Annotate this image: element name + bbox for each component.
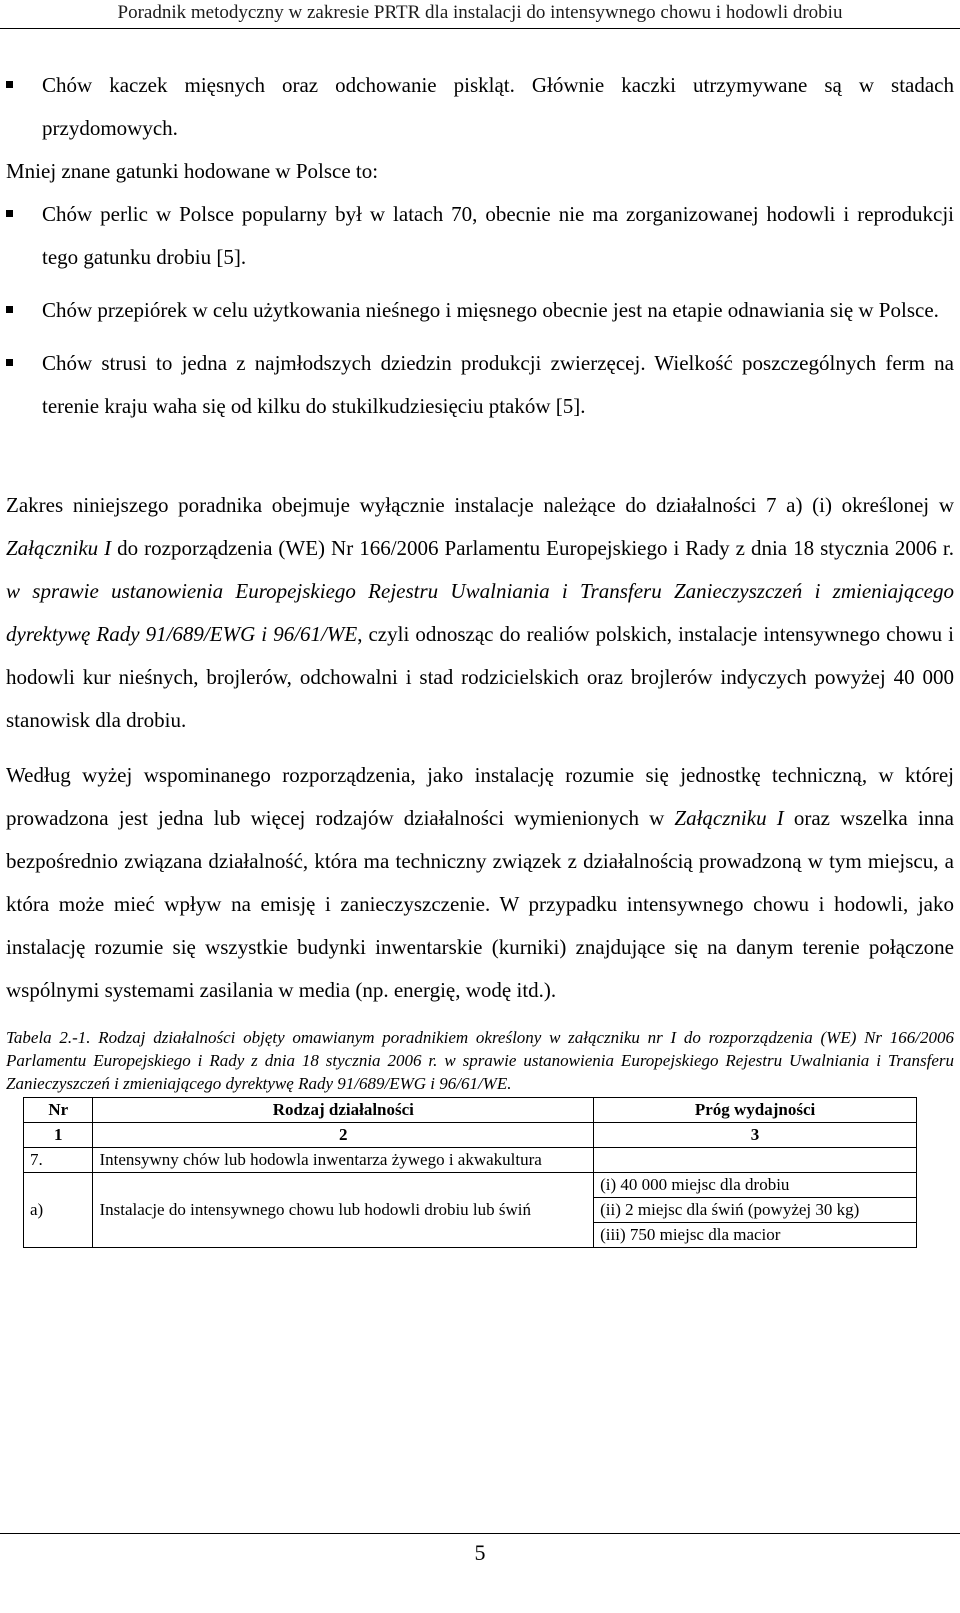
bullet-item: Chów kaczek mięsnych oraz odchowanie piskląt. Głównie kaczki utrzymywane są w stadach przydomowych. [6, 64, 954, 150]
table-cell: 2 [93, 1123, 594, 1148]
table-cell: a) [24, 1173, 93, 1248]
table-header-cell: Rodzaj działalności [93, 1098, 594, 1123]
table-cell: Instalacje do intensywnego chowu lub hodowli drobiu lub świń [93, 1173, 594, 1248]
table-cell: (i) 40 000 miejsc dla drobiu [594, 1173, 917, 1198]
square-bullet-icon [6, 81, 13, 88]
square-bullet-icon [6, 359, 13, 366]
table-caption: Tabela 2.-1. Rodzaj działalności objęty omawianym poradnikiem określony w załączniku nr I do rozporządzenia (WE) Nr 166/2006 Parlamentu Europejskiego i Rady z dnia 18 stycznia 2006 r. w sprawie ustanowienia Europejskiego Rejestru Uwalniania i Transferu Zanieczyszczeń i zmieniającego dyrektywę Rady 91/689/EWG i 96/61/WE. [6, 1028, 954, 1093]
activity-table [23, 1097, 917, 1248]
table-row [24, 1148, 917, 1173]
table-header-cell: Nr [24, 1098, 93, 1123]
table-row [24, 1123, 917, 1148]
bullet-item: Chów przepiórek w celu użytkowania nieśnego i mięsnego obecnie jest na etapie odnawiania się w Polsce. [6, 289, 954, 332]
table-cell: Intensywny chów lub hodowla inwentarza żywego i akwakultura [93, 1148, 594, 1173]
table-cell: 3 [594, 1123, 917, 1148]
table-cell: 7. [24, 1148, 93, 1173]
table-cell: 1 [24, 1123, 93, 1148]
table-header-row [24, 1098, 917, 1123]
square-bullet-icon [6, 210, 13, 217]
table-header-cell: Próg wydajności [594, 1098, 917, 1123]
definition-paragraph: Według wyżej wspominanego rozporządzenia, jako instalację rozumie się jednostkę techniczną, w której prowadzona jest jedna lub więcej rodzajów działalności wymienionych w Załączniku I oraz wszelka inna bezpośrednio związana działalność, która ma techniczny związek z działalnością prowadzoną w tym miejscu, a która może mieć wpływ na emisję i zanieczyszczenie. W przypadku intensywnego chowu i hodowli, jako instalację rozumie się wszystkie budynki inwentarskie (kurniki) znajdujące się na danym terenie połączone wspólnymi systemami zasilania w media (np. energię, wodę itd.). [6, 763, 954, 1002]
intro-line: Mniej znane gatunki hodowane w Polsce to: [6, 159, 379, 183]
page-number: 5 [474, 1540, 486, 1565]
page-header: Poradnik metodyczny w zakresie PRTR dla instalacji do intensywnego chowu i hodowli drobiu [117, 2, 843, 23]
bullet-item: Chów strusi to jedna z najmłodszych dziedzin produkcji zwierzęcej. Wielkość poszczególnych ferm na terenie kraju waha się od kilku do stukilkudziesięciu ptaków [5]. [6, 342, 954, 428]
footer-divider [0, 1533, 960, 1534]
page-content [6, 64, 954, 1248]
table-cell [594, 1148, 917, 1173]
scope-paragraph: Zakres niniejszego poradnika obejmuje wyłącznie instalacje należące do działalności 7 a) (i) określonej w Załączniku I do rozporządzenia (WE) Nr 166/2006 Parlamentu Europejskiego i Rady z dnia 18 stycznia 2006 r. w sprawie ustanowienia Europejskiego Rejestru Uwalniania i Transferu Zanieczyszczeń i zmieniającego dyrektywę Rady 91/689/EWG i 96/61/WE, czyli odnosząc do realiów polskich, instalacje intensywnego chowu i hodowli kur nieśnych, brojlerów, odchowalni i stad rodzicielskich oraz brojlerów indyczych powyżej 40 000 stanowisk dla drobiu. [6, 493, 955, 732]
table-row [24, 1173, 917, 1198]
table-cell: (iii) 750 miejsc dla macior [594, 1223, 917, 1248]
table-cell: (ii) 2 miejsc dla świń (powyżej 30 kg) [594, 1198, 917, 1223]
square-bullet-icon [6, 306, 13, 313]
header-divider [0, 28, 960, 29]
bullet-item: Chów perlic w Polsce popularny był w latach 70, obecnie nie ma zorganizowanej hodowli i reprodukcji tego gatunku drobiu [5]. [6, 193, 954, 279]
